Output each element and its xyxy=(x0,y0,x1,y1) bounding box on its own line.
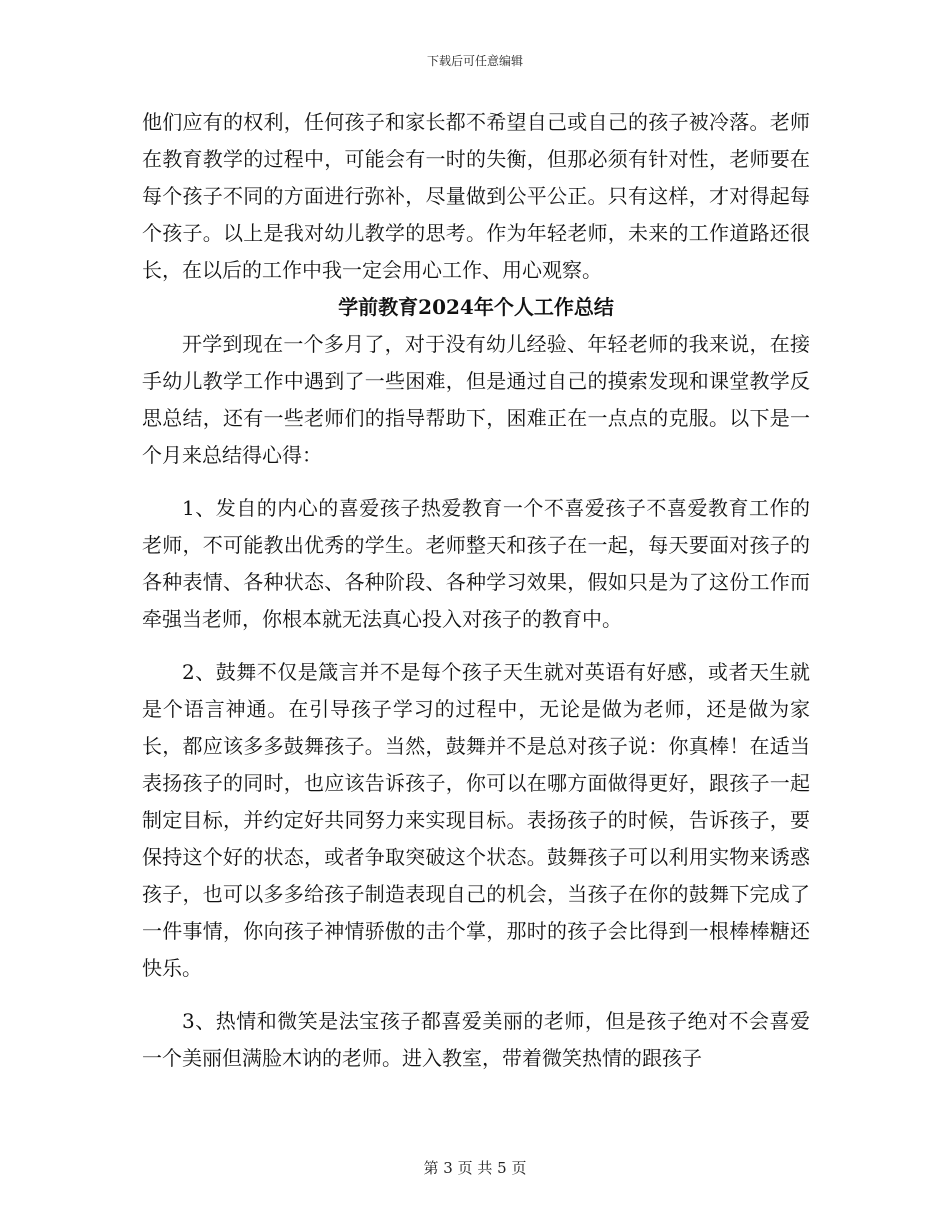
document-body xyxy=(142,104,810,1077)
page-header: 下载后可任意编辑 xyxy=(426,54,523,68)
paragraph-1: 开学到现在一个多月了，对于没有幼儿经验、年轻老师的我来说，在接手幼儿教学工作中遇到了一些困难，但是通过自己的摸索发现和课堂教学反思总结，还有一些老师们的指导帮助下，困难正在一点点的克服。以下是一个月来总结得心得： xyxy=(142,332,810,467)
page-footer: 第 3 页 共 5 页 xyxy=(423,1159,527,1177)
intro-paragraph: 他们应有的权利，任何孩子和家长都不希望自己或自己的孩子被冷落。老师在教育教学的过程中，可能会有一时的失衡，但那必须有针对性，老师要在每个孩子不同的方面进行弥补，尽量做到公平公正。只有这样，才对得起每个孩子。以上是我对幼儿教学的思考。作为年轻老师，未来的工作道路还很长，在以后的工作中我一定会用心工作、用心观察。 xyxy=(142,110,810,282)
paragraph-2: 1、发自的内心的喜爱孩子热爱教育一个不喜爱孩子不喜爱教育工作的老师，不可能教出优秀的学生。老师整天和孩子在一起，每天要面对孩子的各种表情、各种状态、各种阶段、各种学习效果，假如只是为了这份工作而牵强当老师，你根本就无法真心投入对孩子的教育中。 xyxy=(142,496,810,631)
paragraph-4: 3、热情和微笑是法宝孩子都喜爱美丽的老师，但是孩子绝对不会喜爱一个美丽但满脸木讷的老师。进入教室，带着微笑热情的跟孩子 xyxy=(142,1009,810,1070)
section-title: 学前教育2024年个人工作总结 xyxy=(338,295,614,319)
paragraph-3: 2、鼓舞不仅是箴言并不是每个孩子天生就对英语有好感，或者天生就是个语言神通。在引导孩子学习的过程中，无论是做为老师，还是做为家长，都应该多多鼓舞孩子。当然，鼓舞并不是总对孩子说：你真棒！在适当表扬孩子的同时，也应该告诉孩子，你可以在哪方面做得更好，跟孩子一起制定目标，并约定好共同努力来实现目标。表扬孩子的时候，告诉孩子，要保持这个好的状态，或者争取突破这个状态。鼓舞孩子可以利用实物来诱惑孩子，也可以多多给孩子制造表现自己的机会，当孩子在你的鼓舞下完成了一件事情，你向孩子神情骄傲的击个掌，那时的孩子会比得到一根棒棒糖还快乐。 xyxy=(142,660,810,980)
